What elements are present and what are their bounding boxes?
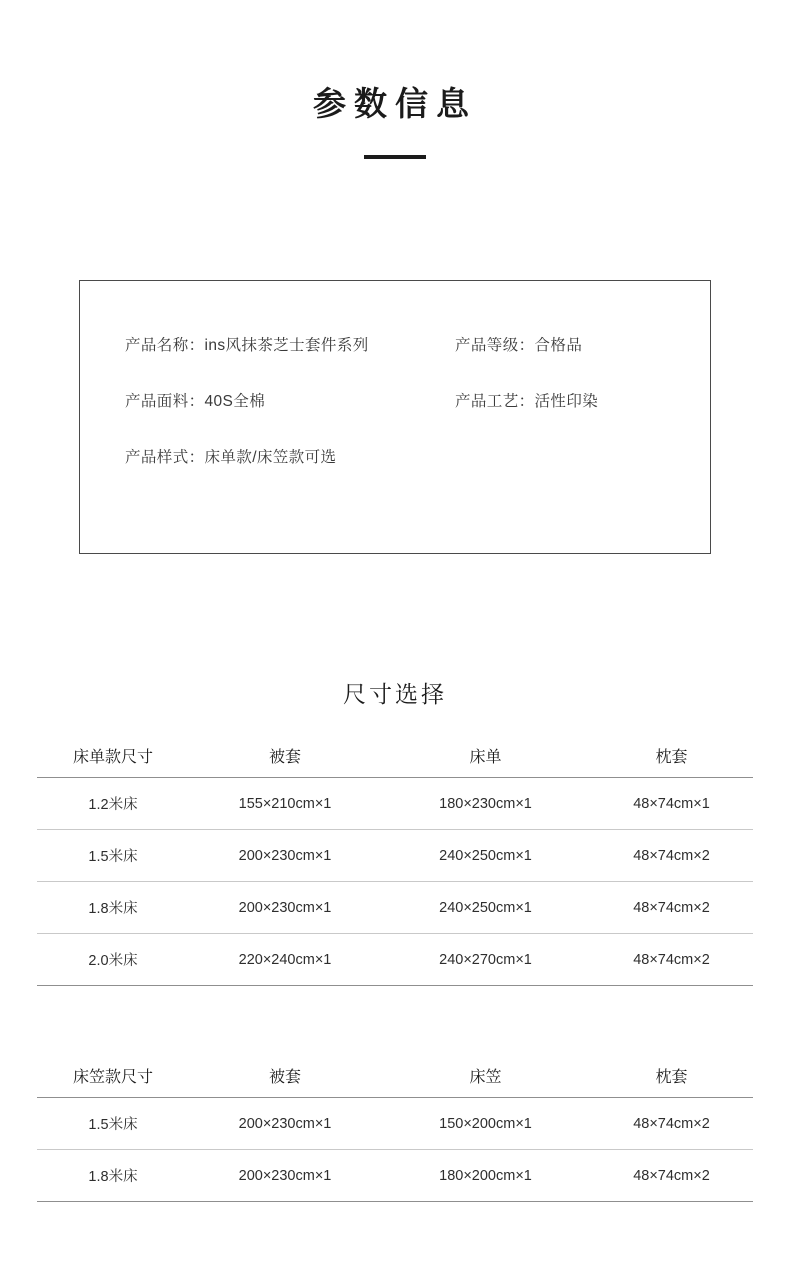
parameter-label: 产品样式： — [125, 449, 205, 466]
parameter-cell — [125, 389, 455, 411]
column-header: 床单款尺寸 — [37, 733, 189, 778]
parameter-cell — [455, 389, 598, 411]
parameter-cell — [455, 333, 582, 355]
parameter-label: 产品面料： — [125, 393, 205, 410]
table-cell: 180×230cm×1 — [381, 778, 590, 830]
table-row — [37, 934, 753, 986]
parameter-value: ins风抹茶芝士套件系列 — [204, 337, 369, 354]
table-cell: 48×74cm×2 — [590, 1150, 753, 1202]
table-cell: 1.5米床 — [37, 830, 189, 882]
table-header-row — [37, 1053, 753, 1098]
table-header-row — [37, 733, 753, 778]
table-row — [37, 1098, 753, 1150]
parameter-info-box — [79, 280, 711, 554]
table-cell: 48×74cm×2 — [590, 830, 753, 882]
table-row — [37, 882, 753, 934]
table-cell: 2.0米床 — [37, 934, 189, 986]
parameter-row — [125, 333, 710, 355]
table-cell: 240×270cm×1 — [381, 934, 590, 986]
table-cell: 48×74cm×2 — [590, 934, 753, 986]
table-cell: 155×210cm×1 — [189, 778, 381, 830]
column-header: 枕套 — [590, 733, 753, 778]
parameter-label: 产品工艺： — [455, 393, 535, 410]
page-title: 参数信息 — [313, 85, 477, 122]
table-cell: 200×230cm×1 — [189, 830, 381, 882]
parameter-label: 产品名称： — [125, 337, 205, 354]
table-cell: 48×74cm×2 — [590, 1098, 753, 1150]
parameter-value: 40S全棉 — [204, 393, 266, 410]
table-cell: 200×230cm×1 — [189, 882, 381, 934]
table-cell: 200×230cm×1 — [189, 1098, 381, 1150]
parameter-value: 合格品 — [534, 337, 583, 354]
table-cell: 1.8米床 — [37, 882, 189, 934]
parameter-label: 产品等级： — [455, 337, 535, 354]
parameter-rows — [80, 281, 710, 467]
table-cell: 180×200cm×1 — [381, 1150, 590, 1202]
column-header: 床笠 — [381, 1053, 590, 1098]
parameter-value: 床单款/床笠款可选 — [204, 449, 337, 466]
table-row — [37, 830, 753, 882]
table-cell: 1.2米床 — [37, 778, 189, 830]
table-cell: 1.8米床 — [37, 1150, 189, 1202]
parameter-row — [125, 389, 710, 411]
table-cell: 240×250cm×1 — [381, 830, 590, 882]
parameter-cell — [125, 333, 455, 355]
column-header: 被套 — [189, 733, 381, 778]
table-cell: 1.5米床 — [37, 1098, 189, 1150]
size-table-sheet-style — [37, 733, 753, 986]
table-cell: 48×74cm×1 — [590, 778, 753, 830]
size-section-title: 尺寸选择 — [343, 681, 447, 707]
parameter-cell — [125, 445, 455, 467]
column-header: 被套 — [189, 1053, 381, 1098]
column-header: 床单 — [381, 733, 590, 778]
title-divider — [364, 155, 426, 159]
table-cell: 200×230cm×1 — [189, 1150, 381, 1202]
table-row — [37, 778, 753, 830]
table-row — [37, 1150, 753, 1202]
table-cell: 220×240cm×1 — [189, 934, 381, 986]
table-cell: 48×74cm×2 — [590, 882, 753, 934]
size-table-fitted-style — [37, 1053, 753, 1202]
table-cell: 150×200cm×1 — [381, 1098, 590, 1150]
table-cell: 240×250cm×1 — [381, 882, 590, 934]
parameter-value: 活性印染 — [534, 393, 599, 410]
column-header: 枕套 — [590, 1053, 753, 1098]
column-header: 床笠款尺寸 — [37, 1053, 189, 1098]
parameter-row — [125, 445, 710, 467]
